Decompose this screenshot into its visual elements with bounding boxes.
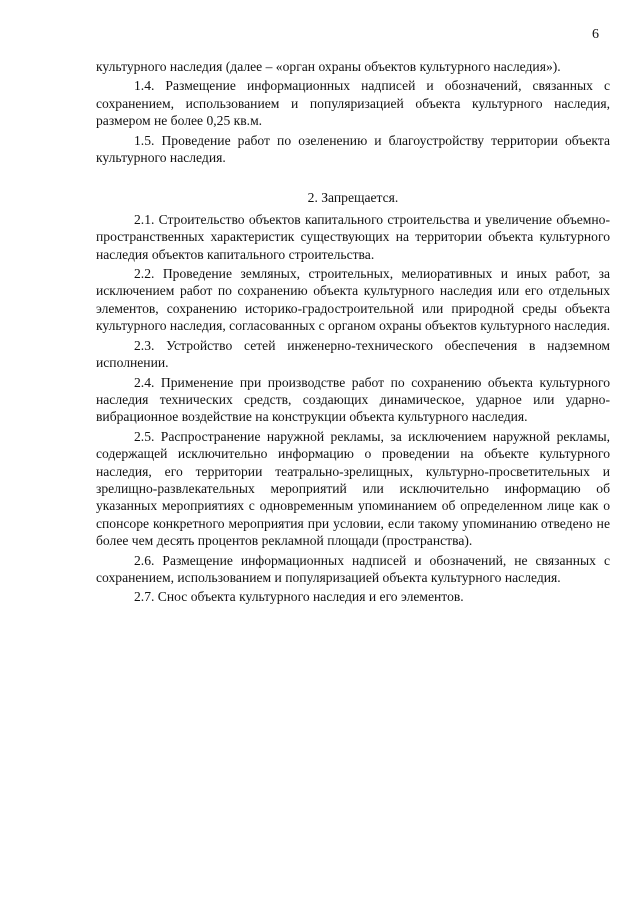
section-2-heading: 2. Запрещается. (307, 190, 399, 206)
document-body (96, 58, 610, 608)
paragraph-2-1: 2.1. Строительство объектов капитального строительства и увеличение объемно-пространственных характеристик существующих на территории объекта культурного наследия объектов капитального строительства. (96, 211, 610, 262)
paragraph-1-5: 1.5. Проведение работ по озеленению и благоустройству территории объекта культурного наследия. (96, 132, 610, 166)
paragraph-2-6: 2.6. Размещение информационных надписей и обозначений, не связанных с сохранением, использованием и популяризацией объекта культурного наследия. (96, 552, 610, 585)
paragraph-1-4: 1.4. Размещение информационных надписей и обозначений, связанных с сохранением, использованием и популяризацией объекта культурного наследия, размером не более 0,25 кв.м. (96, 78, 610, 129)
paragraph-2-4: 2.4. Применение при производстве работ по сохранению объекта культурного наследия технических средств, создающих динамическое, ударное или ударно-вибрационное воздействие на конструкции объекта культурного наследия. (96, 374, 610, 425)
paragraph-2-5: 2.5. Распространение наружной рекламы, за исключением наружной рекламы, содержащей исключительно информацию о проведении на объекте культурного наследия, его территории театрально-зрелищных, культурно-просветительных и зрелищно-развлекательных мероприятий или исключительно информацию об указанных мероприятиях с одновременным упоминанием об определенном лице как о спонсоре конкретного мероприятия при условии, если такому упоминанию отведено не более чем десять процентов рекламной площади (пространства). (96, 428, 610, 549)
page-number: 6 (592, 27, 599, 42)
paragraph-2-2: 2.2. Проведение земляных, строительных, мелиоративных и иных работ, за исключением работ по сохранению объекта культурного наследия или его отдельных элементов, сохранению историко-градостроительной или природной среды объекта культурного наследия, согласованных с органом охраны объектов культурного наследия. (96, 266, 611, 334)
paragraph-2-3: 2.3. Устройство сетей инженерно-технического обеспечения в надземном исполнении. (96, 337, 610, 371)
paragraph-continuation: культурного наследия (далее – «орган охраны объектов культурного наследия»). (96, 59, 561, 74)
paragraph-2-7: 2.7. Снос объекта культурного наследия и его элементов. (134, 589, 464, 605)
